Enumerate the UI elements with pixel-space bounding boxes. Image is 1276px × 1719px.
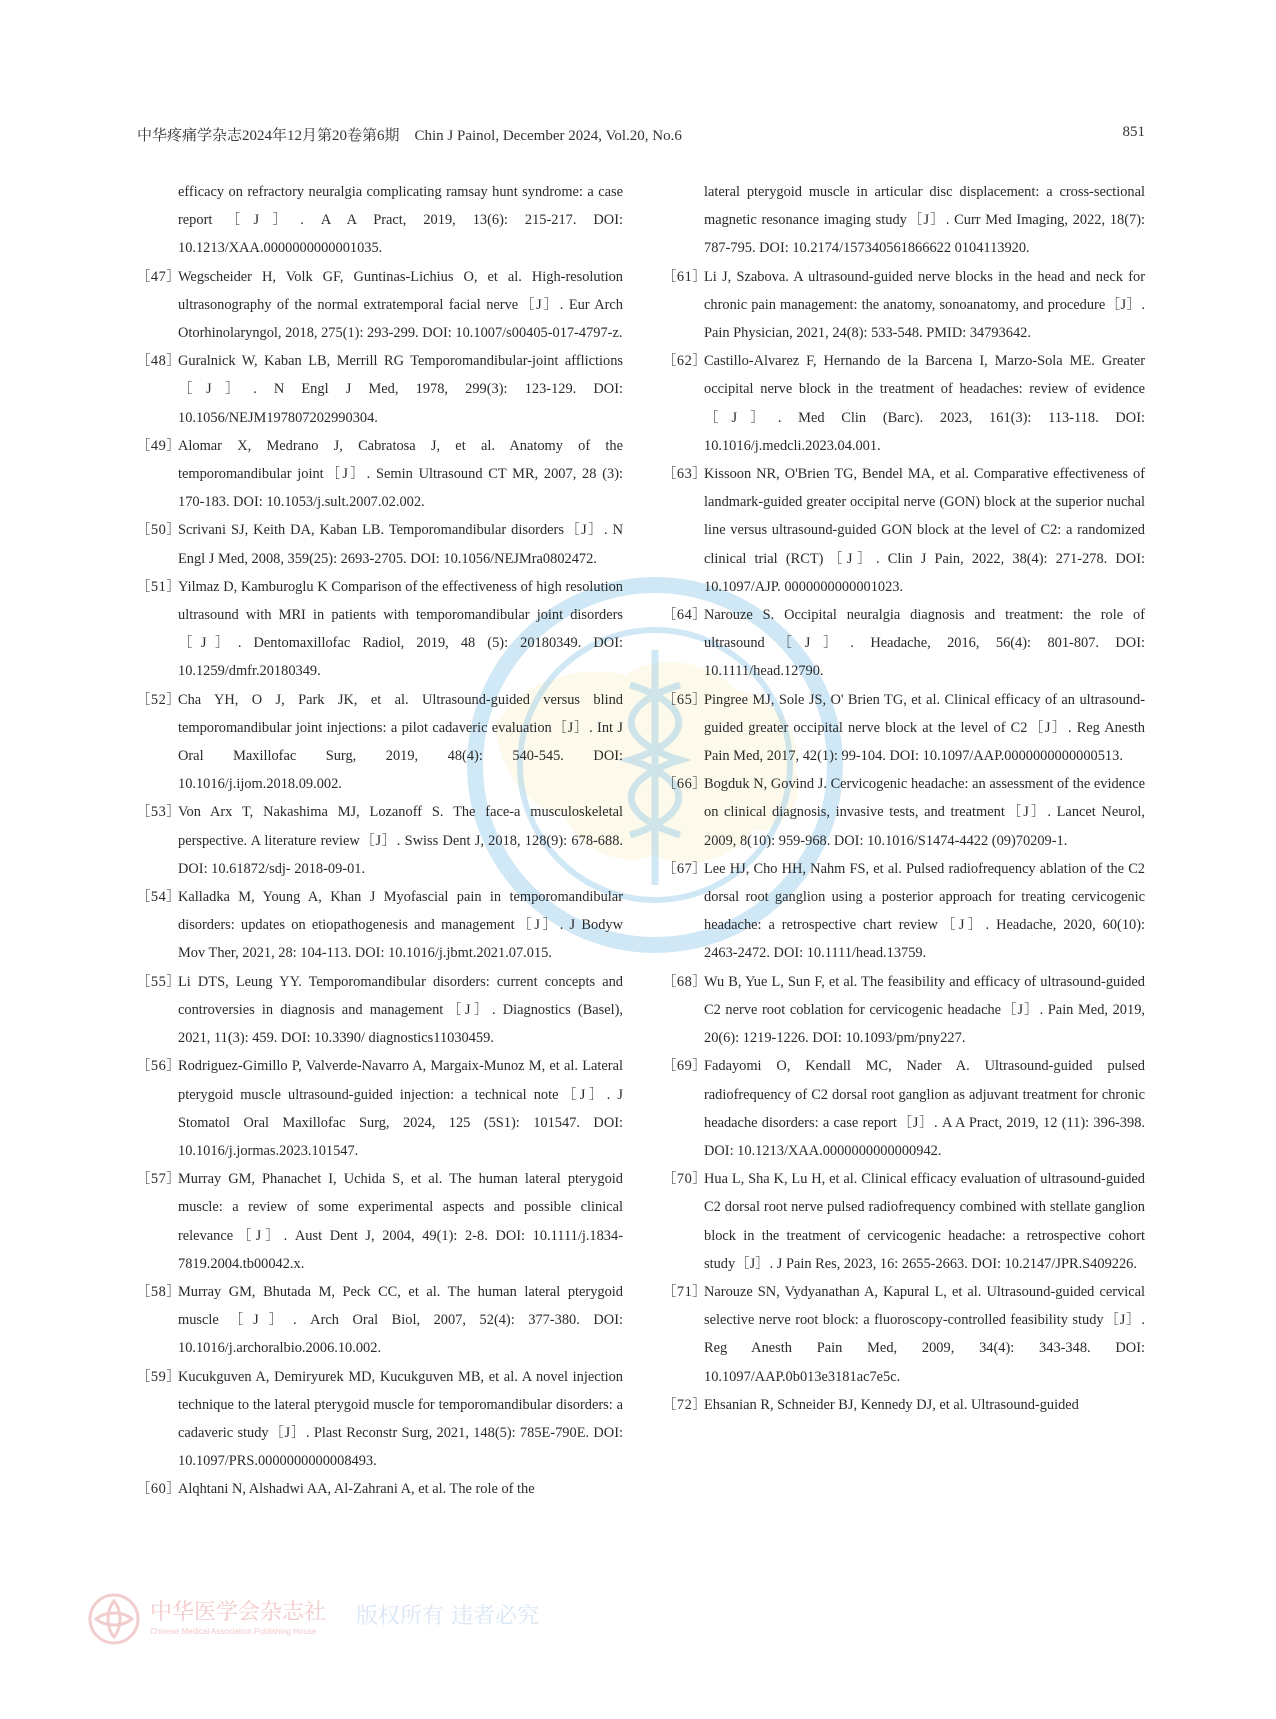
reference-entry xyxy=(662,686,1145,771)
copyright-notice: 版权所有 违者必究 xyxy=(356,1604,539,1629)
reference-number: ［61］ xyxy=(662,268,708,285)
reference-entry xyxy=(136,1165,623,1278)
reference-entry xyxy=(662,1165,1145,1278)
reference-entry xyxy=(136,178,623,263)
reference-number: ［54］ xyxy=(136,889,182,906)
reference-entry xyxy=(136,1363,623,1476)
reference-number: ［67］ xyxy=(662,860,708,877)
reference-text: Ehsanian R, Schneider BJ, Kennedy DJ, et al. Ultrasound-guided xyxy=(704,1396,1079,1413)
journal-citation: 中华疼痛学杂志2024年12月第20卷第6期 Chin J Painol, December 2024, Vol.20, No.6 xyxy=(137,128,682,144)
reference-entry xyxy=(662,1052,1145,1165)
reference-text: Kucukguven A, Demiryurek MD, Kucukguven MB, et al. A novel injection technique to the lateral pterygoid muscle for temporomandibular disorders: a cadaveric study［J］. Plast Reconstr Surg, 2021, 148(5): 785E-790E. DOI: 10.1097/PRS.0000000000008493. xyxy=(178,1368,623,1470)
reference-number: ［56］ xyxy=(136,1058,182,1075)
reference-entry xyxy=(136,798,623,883)
reference-entry xyxy=(662,178,1145,263)
reference-number: ［58］ xyxy=(136,1283,182,1300)
reference-entry xyxy=(662,601,1145,686)
reference-entry xyxy=(136,1052,623,1165)
reference-text: Scrivani SJ, Keith DA, Kaban LB. Temporomandibular disorders［J］. N Engl J Med, 2008, 359(25): 2693-2705. DOI: 10.1056/NEJMra0802472. xyxy=(178,522,623,567)
reference-text: Cha YH, O J, Park JK, et al. Ultrasound-guided versus blind temporomandibular joint injections: a pilot cadaveric evaluation［J］. Int J Oral Maxillofac Surg, 2019, 48(4): 540-545. DOI: 10.1016/j.ijom.2018.09.002. xyxy=(178,691,623,793)
reference-text: Li J, Szabova. A ultrasound-guided nerve blocks in the head and neck for chronic pain management: the anatomy, sonoanatomy, and procedure［J］. Pain Physician, 2021, 24(8): 533-548. PMID: 34793642. xyxy=(704,268,1145,342)
reference-column-left xyxy=(136,178,623,1504)
reference-entry xyxy=(136,573,623,686)
reference-number: ［66］ xyxy=(662,776,708,793)
reference-number: ［47］ xyxy=(136,268,182,285)
reference-text: Li DTS, Leung YY. Temporomandibular disorders: current concepts and controversies in diagnosis and management［J］. Diagnostics (Basel), 2021, 11(3): 459. DOI: 10.3390/ diagnostics11030459. xyxy=(178,973,623,1047)
publisher-logo-icon xyxy=(86,1591,142,1647)
reference-number: ［63］ xyxy=(662,466,708,483)
reference-number: ［48］ xyxy=(136,353,182,370)
reference-text: Kissoon NR, O'Brien TG, Bendel MA, et al. Comparative effectiveness of landmark-guided greater occipital nerve (GON) block at the superior nuchal line versus ultrasound-guided GON block at the level of C2: a randomized clinical trial (RCT)［J］. Clin J Pain, 2022, 38(4): 271-278. DOI: 10.1097/AJP. 0000000000001023. xyxy=(704,466,1145,595)
reference-number: ［49］ xyxy=(136,437,182,454)
reference-text: Fadayomi O, Kendall MC, Nader A. Ultrasound-guided pulsed radiofrequency of C2 dorsal root ganglion as adjuvant treatment for chronic headache disorders: a case report［J］. A A Pract, 2019, 12 (11): 396-398. DOI: 10.1213/XAA.0000000000000942. xyxy=(704,1058,1145,1159)
reference-number: ［64］ xyxy=(662,607,708,624)
reference-column-right xyxy=(662,178,1145,1419)
reference-text: Alomar X, Medrano J, Cabratosa J, et al. Anatomy of the temporomandibular joint［J］. Semin Ultrasound CT MR, 2007, 28 (3): 170-183. DOI: 10.1053/j.sult.2007.02.002. xyxy=(178,437,623,511)
reference-number: ［65］ xyxy=(662,691,708,708)
reference-number: ［60］ xyxy=(136,1481,182,1498)
reference-text: Pingree MJ, Sole JS, O' Brien TG, et al. Clinical efficacy of an ultrasound-guided greater occipital nerve block at the level of C2［J］. Reg Anesth Pain Med, 2017, 42(1): 99-104. DOI: 10.1097/AAP.0000000000000513. xyxy=(704,691,1145,765)
reference-entry xyxy=(662,1391,1145,1419)
reference-text: Murray GM, Bhutada M, Peck CC, et al. The human lateral pterygoid muscle［J］. Arch Oral Biol, 2007, 52(4): 377-380. DOI: 10.1016/j.archoralbio.2006.10.002. xyxy=(178,1283,623,1357)
running-header xyxy=(137,124,1145,146)
reference-entry xyxy=(662,1278,1145,1391)
reference-text: lateral pterygoid muscle in articular disc displacement: a cross-sectional magnetic resonance imaging study［J］. Curr Med Imaging, 2022, 18(7): 787-795. DOI: 10.2174/157340561866622 0104113920. xyxy=(704,184,1145,257)
reference-text: Narouze S. Occipital neuralgia diagnosis and treatment: the role of ultrasound［J］. Headache, 2016, 56(4): 801-807. DOI: 10.1111/head.12790. xyxy=(704,607,1145,680)
reference-number: ［68］ xyxy=(662,973,708,990)
reference-entry xyxy=(136,883,623,968)
reference-text: Narouze SN, Vydyanathan A, Kapural L, et al. Ultrasound-guided cervical selective nerve root block: a fluoroscopy-controlled feasibility study［J］. Reg Anesth Pain Med, 2009, 34(4): 343-348. DOI: 10.1097/AAP.0b013e3181ac7e5c. xyxy=(704,1283,1145,1385)
reference-text: Bogduk N, Govind J. Cervicogenic headache: an assessment of the evidence on clinical diagnosis, invasive tests, and treatment［J］. Lancet Neurol, 2009, 8(10): 959-968. DOI: 10.1016/S1474-4422 (09)70209-1. xyxy=(704,776,1145,849)
reference-entry xyxy=(662,855,1145,968)
reference-number: ［53］ xyxy=(136,804,182,821)
reference-entry xyxy=(136,686,623,799)
reference-text: Alqhtani N, Alshadwi AA, Al-Zahrani A, et al. The role of the xyxy=(178,1481,535,1498)
page-number: 851 xyxy=(1122,124,1145,140)
publisher-name-cn: 中华医学会杂志社 xyxy=(150,1600,327,1625)
reference-text: Castillo-Alvarez F, Hernando de la Barcena I, Marzo-Sola ME. Greater occipital nerve block in the treatment of headaches: review of evidence［J］. Med Clin (Barc). 2023, 161(3): 113-118. DOI: 10.1016/j.medcli.2023.04.001. xyxy=(704,353,1145,454)
reference-entry xyxy=(662,263,1145,348)
publisher-footer-watermark xyxy=(86,1591,566,1651)
reference-number: ［52］ xyxy=(136,691,182,708)
reference-entry xyxy=(662,968,1145,1053)
reference-entry xyxy=(136,263,623,348)
reference-text: Wegscheider H, Volk GF, Guntinas-Lichius O, et al. High-resolution ultrasonography of the normal extratemporal facial nerve［J］. Eur Arch Otorhinolaryngol, 2018, 275(1): 293-299. DOI: 10.1007/s00405-017-4797-z. xyxy=(178,268,623,342)
reference-entry xyxy=(136,432,623,517)
reference-text: efficacy on refractory neuralgia complicating ramsay hunt syndrome: a case report［J］. A A Pract, 2019, 13(6): 215-217. DOI: 10.1213/XAA.0000000000001035. xyxy=(178,184,623,257)
reference-number: ［69］ xyxy=(662,1058,708,1075)
reference-text: Von Arx T, Nakashima MJ, Lozanoff S. The face-a musculoskeletal perspective. A literature review［J］. Swiss Dent J, 2018, 128(9): 678-688. DOI: 10.61872/sdj- 2018-09-01. xyxy=(178,804,623,877)
reference-text: Wu B, Yue L, Sun F, et al. The feasibility and efficacy of ultrasound-guided C2 nerve root coblation for cervicogenic headache［J］. Pain Med, 2019, 20(6): 1219-1226. DOI: 10.1093/pm/pny227. xyxy=(704,973,1145,1047)
reference-number: ［51］ xyxy=(136,578,182,595)
reference-entry xyxy=(136,1475,623,1503)
reference-entry xyxy=(662,770,1145,855)
reference-text: Rodriguez-Gimillo P, Valverde-Navarro A, Margaix-Munoz M, et al. Lateral pterygoid muscle ultrasound-guided injection: a technical note［J］. J Stomatol Oral Maxillofac Surg, 2024, 125 (5S1): 101547. DOI: 10.1016/j.jormas.2023.101547. xyxy=(178,1058,623,1159)
reference-number: ［55］ xyxy=(136,973,182,990)
reference-entry xyxy=(136,516,623,572)
publisher-name-en: Chinese Medical Association Publishing House xyxy=(150,1627,317,1636)
reference-text: Hua L, Sha K, Lu H, et al. Clinical efficacy evaluation of ultrasound-guided C2 dorsal root nerve pulsed radiofrequency combined with stellate ganglion block in the treatment of cervicogenic headache: a retrospective cohort study［J］. J Pain Res, 2023, 16: 2655-2663. DOI: 10.2147/JPR.S409226. xyxy=(704,1171,1145,1272)
reference-text: Kalladka M, Young A, Khan J Myofascial pain in temporomandibular disorders: updates on etiopathogenesis and management［J］. J Bodyw Mov Ther, 2021, 28: 104-113. DOI: 10.1016/j.jbmt.2021.07.015. xyxy=(178,889,623,962)
reference-entry xyxy=(136,968,623,1053)
reference-number: ［71］ xyxy=(662,1283,708,1300)
reference-number: ［70］ xyxy=(662,1171,708,1188)
reference-text: Murray GM, Phanachet I, Uchida S, et al. The human lateral pterygoid muscle: a review of some experimental aspects and possible clinical relevance［J］. Aust Dent J, 2004, 49(1): 2-8. DOI: 10.1111/j.1834-7819.2004.tb00042.x. xyxy=(178,1171,623,1272)
reference-text: Lee HJ, Cho HH, Nahm FS, et al. Pulsed radiofrequency ablation of the C2 dorsal root ganglion using a posterior approach for treating cervicogenic headache: a retrospective chart review［J］. Headache, 2020, 60(10): 2463-2472. DOI: 10.1111/head.13759. xyxy=(704,860,1145,962)
reference-entry xyxy=(662,347,1145,460)
reference-number: ［50］ xyxy=(136,522,182,539)
reference-entry xyxy=(136,347,623,432)
reference-entry xyxy=(136,1278,623,1363)
reference-text: Yilmaz D, Kamburoglu K Comparison of the effectiveness of high resolution ultrasound with MRI in patients with temporomandibular joint disorders［J］. Dentomaxillofac Radiol, 2019, 48 (5): 20180349. DOI: 10.1259/dmfr.20180349. xyxy=(178,578,623,680)
reference-entry xyxy=(662,460,1145,601)
reference-number: ［57］ xyxy=(136,1171,182,1188)
reference-number: ［62］ xyxy=(662,353,708,370)
reference-number: ［72］ xyxy=(662,1396,708,1413)
reference-number: ［59］ xyxy=(136,1368,182,1385)
reference-text: Guralnick W, Kaban LB, Merrill RG Temporomandibular-joint afflictions［J］. N Engl J Med, 1978, 299(3): 123-129. DOI: 10.1056/NEJM197807202990304. xyxy=(178,353,623,426)
